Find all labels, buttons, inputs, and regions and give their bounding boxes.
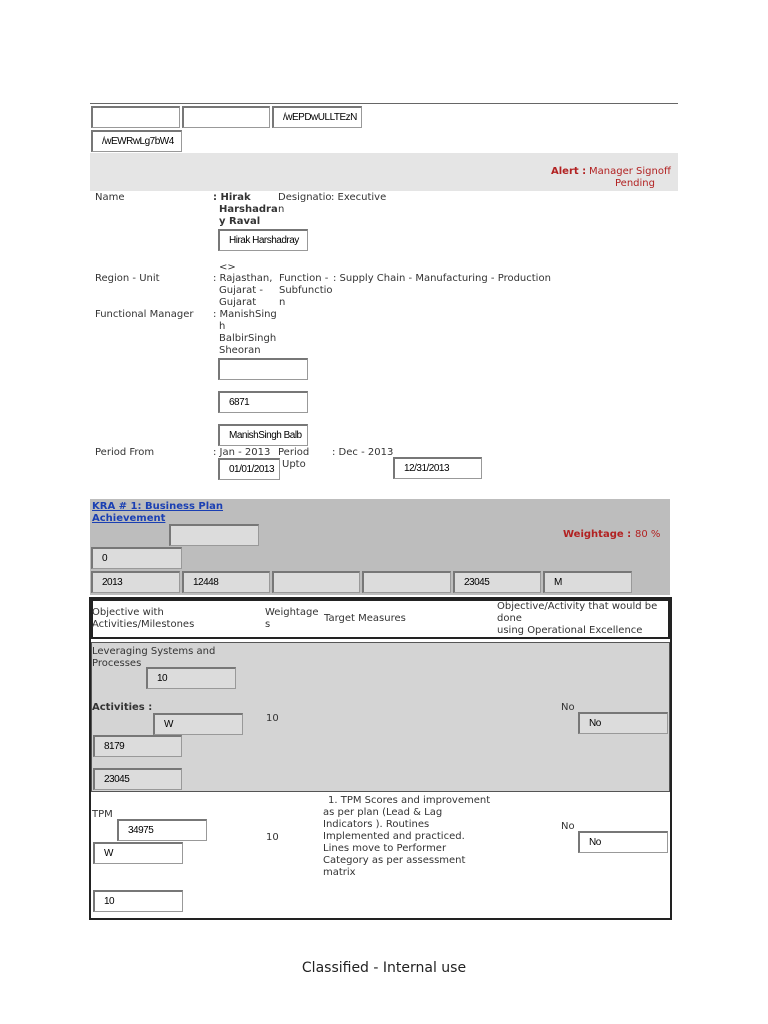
manager-value-line3: BalbirSingh [219, 333, 277, 344]
row1-objective-line2: Processes [92, 658, 142, 669]
header-objective-line2: Activities/Milestones [92, 619, 195, 630]
region-value-line3: Gujarat [219, 297, 257, 308]
brackets-text: <> [219, 262, 236, 273]
alert-label-text: Alert : [551, 166, 587, 177]
kra-row-input-5[interactable]: 23045 [453, 571, 541, 593]
manager-label: Functional Manager [95, 309, 194, 320]
manager-input-blank[interactable] [218, 358, 308, 380]
kra-zero-input[interactable]: 0 [91, 547, 182, 569]
row2-target-line7: matrix [323, 867, 356, 878]
period-upto-value: : Dec - 2013 [332, 447, 394, 458]
row1-opex-select[interactable]: No [578, 712, 668, 734]
kra-row-input-4[interactable] [362, 571, 451, 593]
header-objective-line1: Objective with [92, 607, 164, 618]
row1-input-b[interactable]: 23045 [93, 768, 182, 790]
row1-weightage: 10 [266, 713, 279, 724]
region-label: Region - Unit [95, 273, 160, 284]
row2-target-line3: Indicators ). Routines [323, 819, 430, 830]
header-opex-line3: using Operational Excellence [497, 625, 643, 636]
row2-target-line1: 1. TPM Scores and improvement [328, 795, 491, 806]
row2-target-line6: Category as per assessment [323, 855, 466, 866]
row2-opex-select[interactable]: No [578, 831, 668, 853]
row1-objective-line1: Leveraging Systems and [92, 646, 216, 657]
hidden-field-1[interactable] [91, 106, 180, 128]
hidden-field-2[interactable] [182, 106, 270, 128]
row2-objective: TPM [92, 809, 113, 820]
row2-w-input[interactable]: W [93, 842, 183, 864]
kra-row-input-6[interactable]: M [543, 571, 632, 593]
function-label-line1: Function - [279, 273, 329, 284]
kra-row-input-1[interactable]: 2013 [91, 571, 180, 593]
top-rule [90, 103, 678, 104]
region-value-line2: Gujarat - [219, 285, 263, 296]
kra-row-input-2[interactable]: 12448 [182, 571, 270, 593]
row2-target-line2: as per plan (Lead & Lag [323, 807, 443, 818]
kra-weightage-label: Weightage : [563, 529, 632, 540]
period-upto-label-line1: Period [278, 447, 310, 458]
row2-opex-text: No [561, 821, 575, 832]
manager-value-line1: : ManishSing [213, 309, 277, 320]
row2-target-line4: Implemented and practiced. [323, 831, 465, 842]
period-from-input[interactable]: 01/01/2013 [218, 458, 280, 480]
name-value-line2: Harshadra [219, 204, 278, 215]
function-label-line2: Subfunctio [279, 285, 333, 296]
manager-id-input[interactable]: 6871 [218, 391, 308, 413]
row1-activities-label: Activities : [92, 702, 153, 713]
period-from-label: Period From [95, 447, 155, 458]
alert-label [551, 166, 586, 178]
kra-title-line1[interactable]: KRA # 1: Business Plan [92, 501, 224, 512]
period-upto-input[interactable]: 12/31/2013 [393, 457, 482, 479]
row1-opex-text: No [561, 702, 575, 713]
kra-weightage-value: 80 % [635, 529, 661, 540]
header-opex-line2: done [497, 613, 522, 624]
header-target: Target Measures [324, 613, 406, 624]
header-weightage-line2: s [265, 619, 271, 630]
viewstate-field[interactable]: /wEPDwULLTEzN [272, 106, 362, 128]
manager-value-line2: h [219, 321, 226, 332]
designation-label-line1: Designatio [278, 192, 332, 203]
row2-target-line5: Lines move to Performer [323, 843, 447, 854]
eventvalidation-field[interactable]: /wEWRwLg7bW4 [91, 130, 182, 152]
row2-weightage: 10 [266, 832, 279, 843]
region-value-line1: : Rajasthan, [213, 273, 273, 284]
name-label: Name [95, 192, 125, 203]
manager-value-line4: Sheoran [219, 345, 261, 356]
manager-name-input[interactable]: ManishSingh Balb [218, 424, 308, 446]
row2-id-input[interactable]: 34975 [117, 819, 207, 841]
kra-top-input[interactable] [169, 524, 259, 546]
designation-value: : Executive [331, 192, 387, 203]
classification-footer: Classified - Internal use [301, 960, 467, 976]
designation-label-line2: n [278, 204, 285, 215]
row1-input-a[interactable]: 8179 [93, 735, 182, 757]
header-opex-line1: Objective/Activity that would be [497, 601, 658, 612]
row1-w-input[interactable]: W [153, 713, 243, 735]
name-value-line1: : Hirak [213, 192, 251, 203]
employee-name-input[interactable]: Hirak Harshadray [218, 229, 308, 251]
period-from-value: : Jan - 2013 [213, 447, 271, 458]
function-value: : Supply Chain - Manufacturing - Production [333, 273, 551, 284]
period-upto-label-line2: Upto [282, 459, 306, 470]
kra-row-input-3[interactable] [272, 571, 360, 593]
function-label-line3: n [279, 297, 286, 308]
name-value-line3: y Raval [219, 216, 261, 227]
header-weightage-line1: Weightage [265, 607, 319, 618]
alert-message-line1: Manager Signoff [589, 166, 671, 177]
alert-message-line2: Pending [615, 178, 655, 189]
row1-weight-input[interactable]: 10 [146, 667, 236, 689]
kra-title-line2[interactable]: Achievement [92, 513, 166, 524]
row2-weight-input[interactable]: 10 [93, 890, 183, 912]
